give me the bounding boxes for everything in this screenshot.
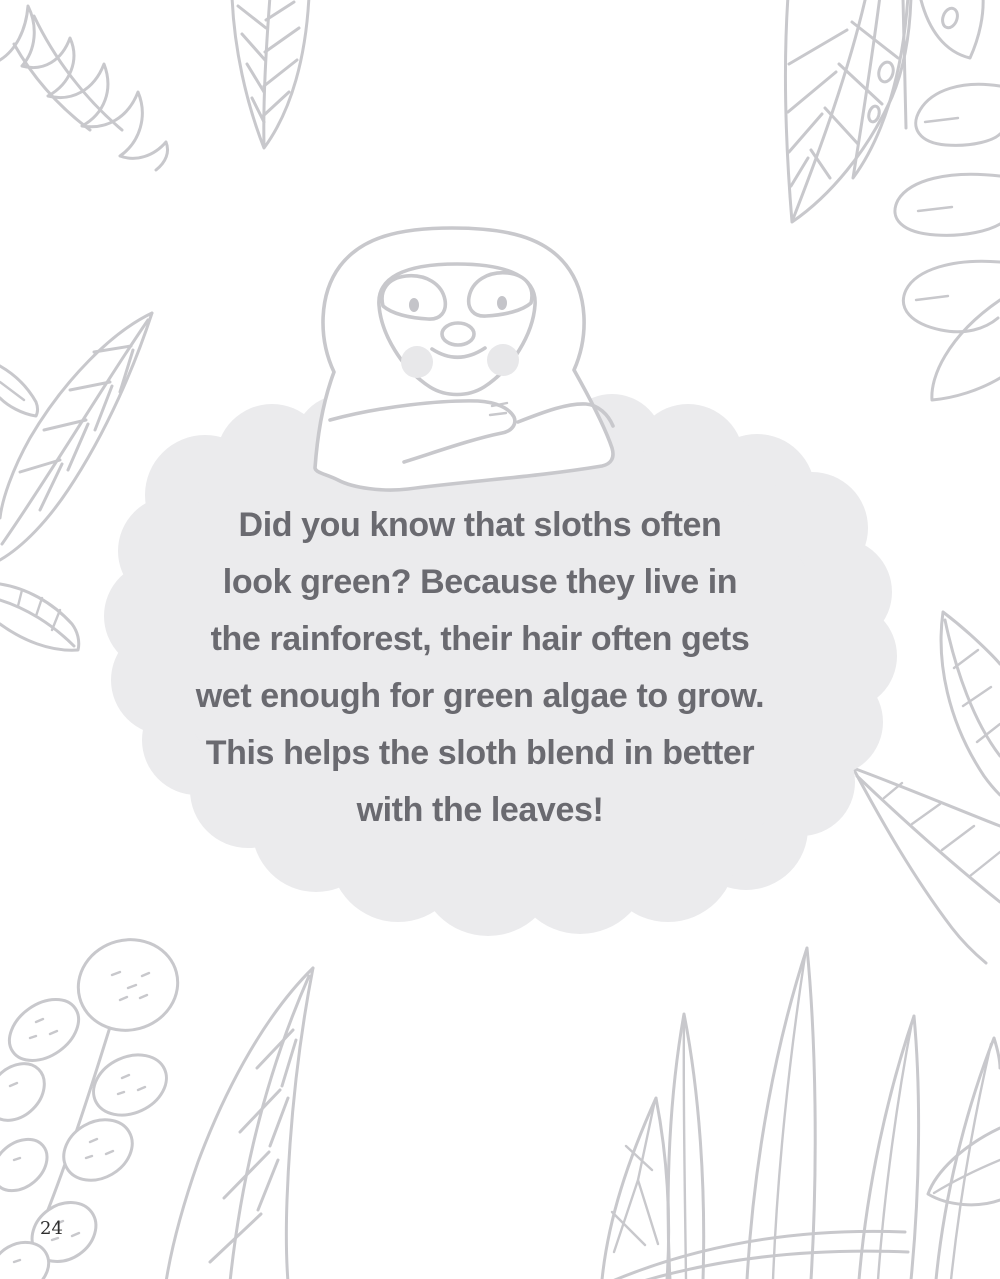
- sloth-eye-right: [497, 296, 507, 310]
- fact-text: [120, 497, 840, 839]
- fact-line: wet enough for green algae to grow.: [195, 677, 765, 715]
- fern-branch-bottom-left: [0, 929, 188, 1279]
- fact-line: Did you know that sloths often: [238, 506, 722, 544]
- sloth-cheek-right: [487, 344, 519, 376]
- sloth-illustration: [315, 228, 613, 490]
- banana-leaf-top-right: [785, 0, 911, 222]
- fact-line: look green? Because they live in: [222, 563, 738, 601]
- wavy-leaf-right: [895, 84, 1000, 400]
- fact-line: with the leaves!: [356, 791, 604, 829]
- palm-blades-bottom-right: [602, 948, 1000, 1279]
- sloth-eye-patch-right: [469, 273, 532, 316]
- page-number: 24: [40, 1218, 63, 1239]
- fact-line: the rainforest, their hair often gets: [210, 620, 750, 658]
- lobed-leaf-top-left: [0, 6, 168, 170]
- sloth-nose: [442, 323, 474, 345]
- sloth-eye-patch-left: [382, 276, 445, 319]
- sloth-cheek-left: [401, 346, 433, 378]
- banana-leaf-top-left: [232, 0, 309, 148]
- fact-line: This helps the sloth blend in better: [205, 734, 755, 772]
- sloth-eye-left: [409, 298, 419, 312]
- banana-leaf-bottom-left: [166, 968, 313, 1279]
